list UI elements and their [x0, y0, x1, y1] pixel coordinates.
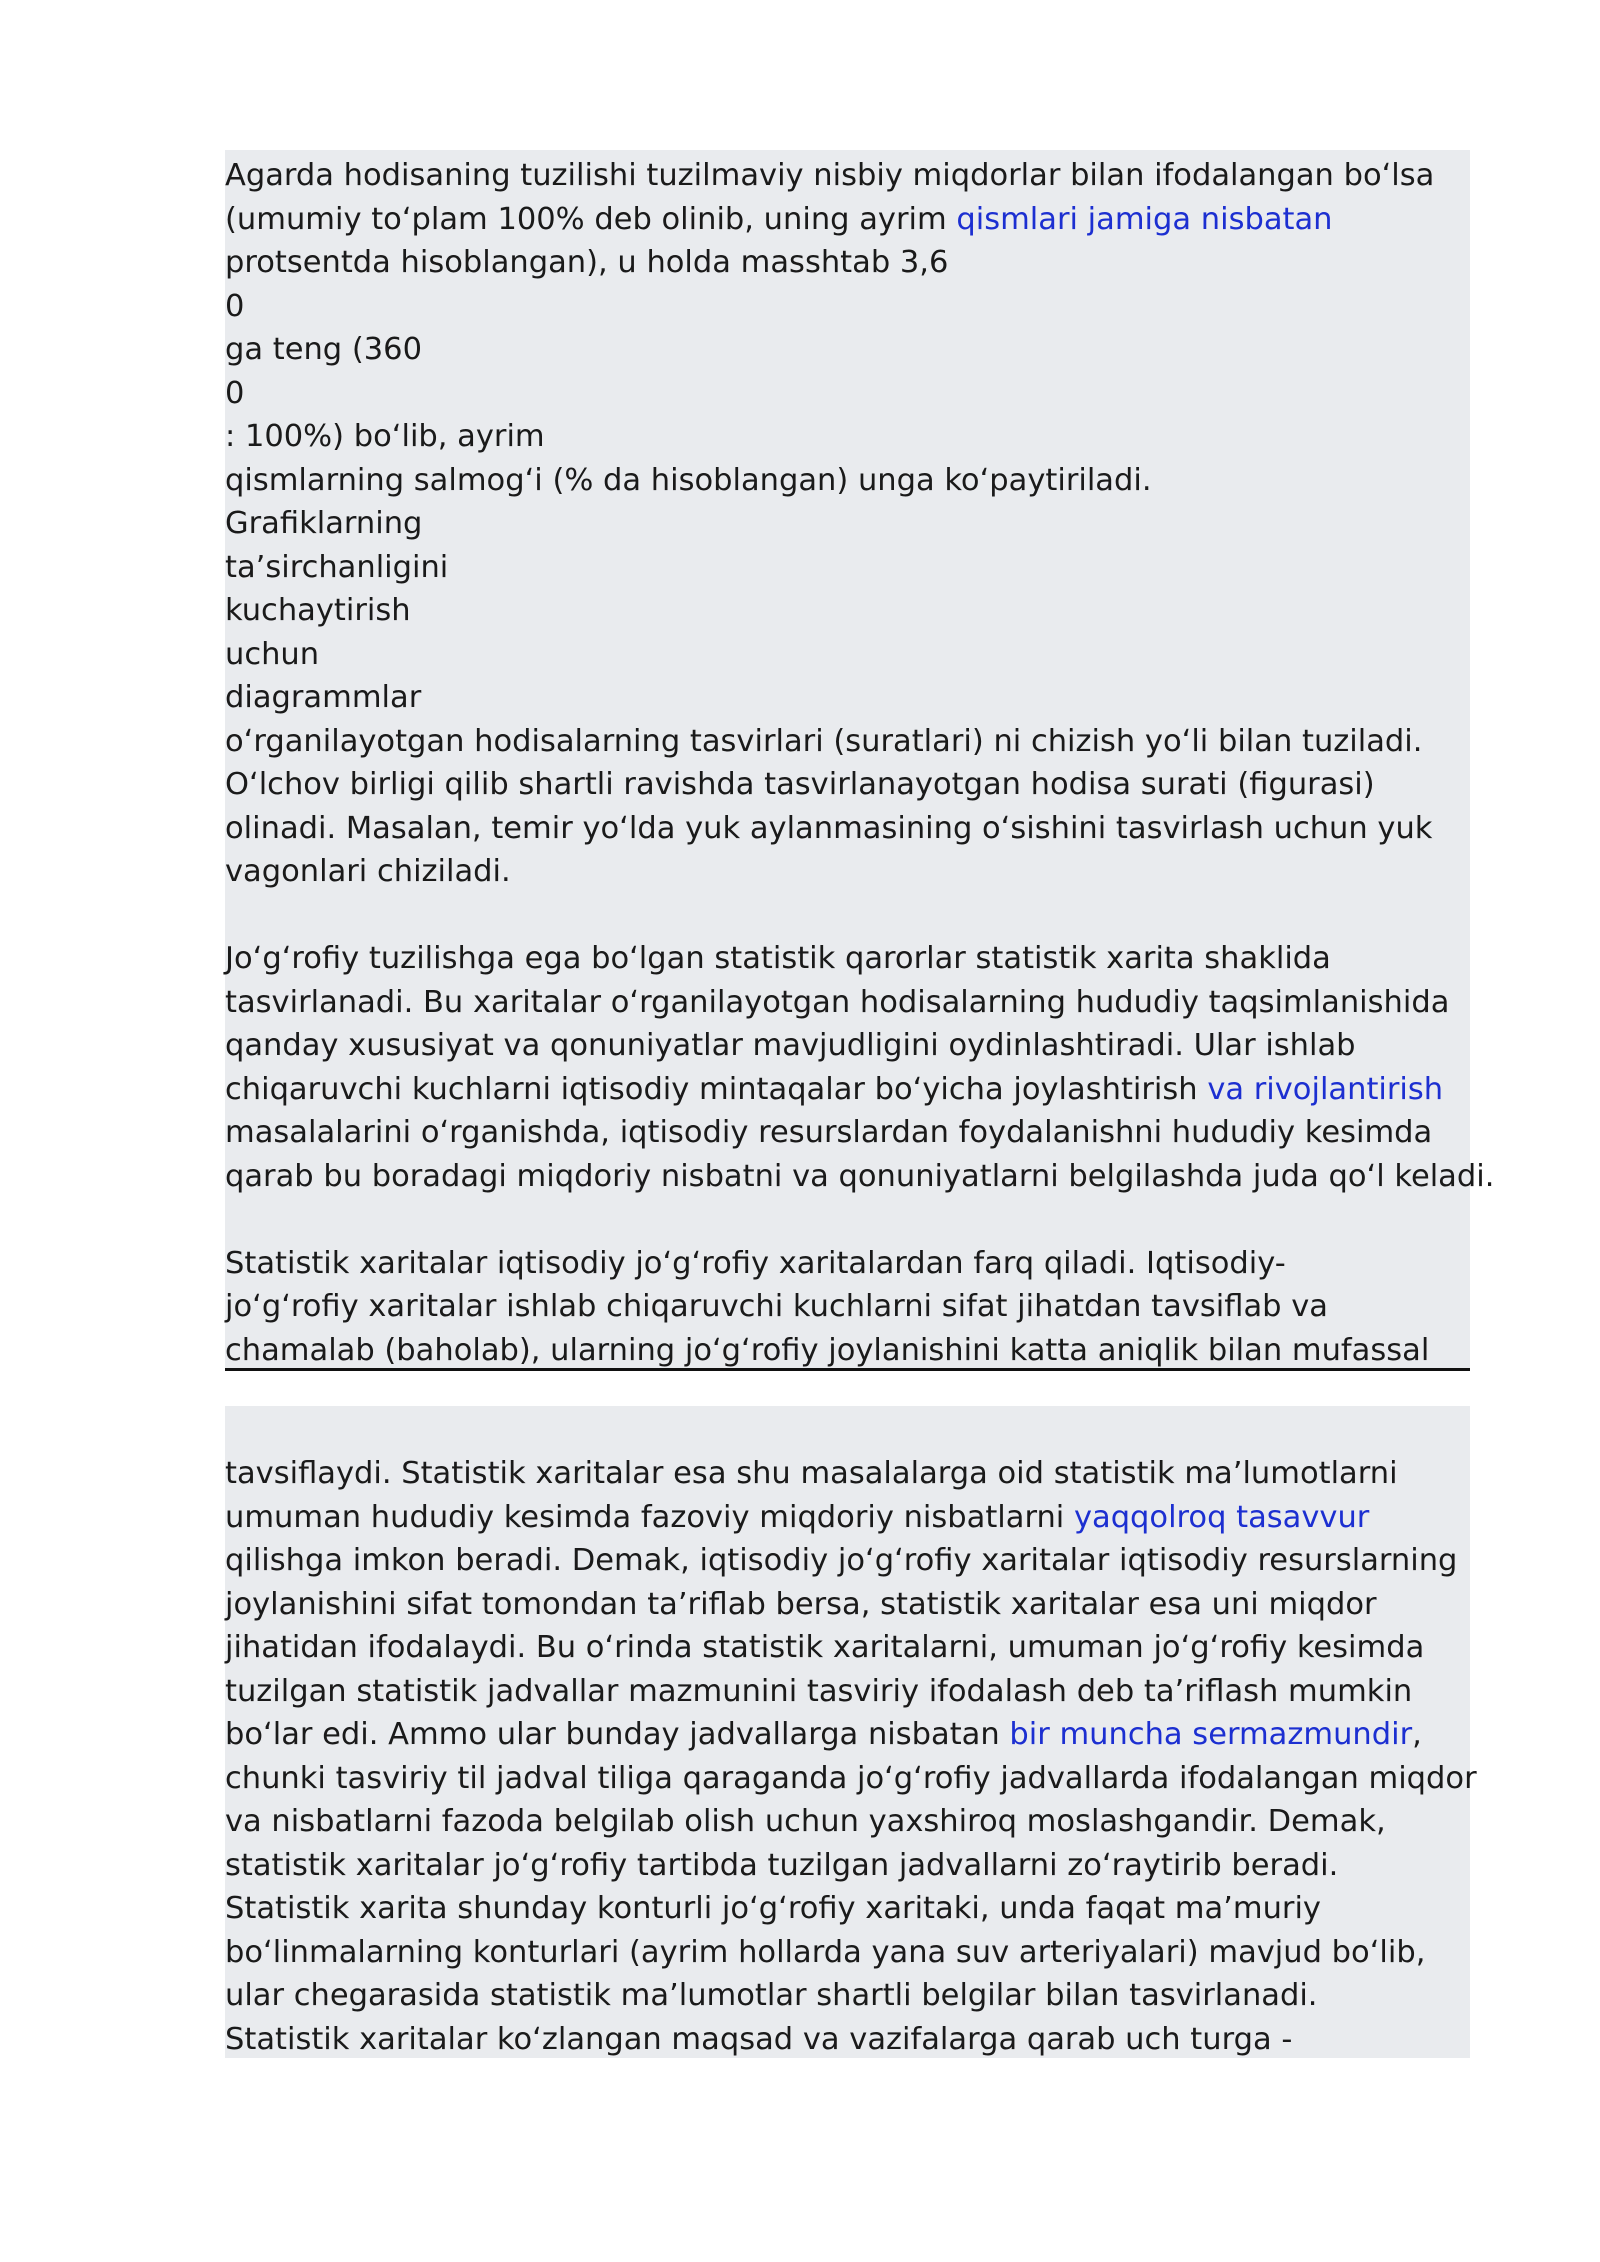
- text-link[interactable]: yaqqolroq tasavvur: [1073, 1499, 1370, 1535]
- text-line: : 100%) boʻlib, ayrim: [225, 419, 545, 454]
- text-line: masalalarini oʻrganishda, iqtisodiy resurslardan foydalanishni hududiy kesimda: [225, 1115, 1433, 1150]
- text-line: va nisbatlarni fazoda belgilab olish uchun yaxshiroq moslashgandir. Demak,: [225, 1804, 1386, 1839]
- page-divider: [225, 1368, 1470, 1371]
- text-line: Agarda hodisaning tuzilishi tuzilmaviy nisbiy miqdorlar bilan ifodalangan boʻlsa: [225, 158, 1435, 193]
- text-line: tavsiflaydi. Statistik xaritalar esa shu masalalarga oid statistik maʼlumotlarni: [225, 1456, 1398, 1491]
- text-block-1: [225, 150, 1495, 1371]
- text-line: kuchaytirish: [225, 593, 411, 628]
- text-block-2: [225, 1406, 1477, 2058]
- text-line: qanday xususiyat va qonuniyatlar mavjudligini oydinlashtiradi. Ular ishlab: [225, 1028, 1356, 1063]
- text-line: qarab bu boradagi miqdoriy nisbatni va qonuniyatlarni belgilashda juda qoʻl keladi.: [225, 1158, 1495, 1194]
- text-link[interactable]: qismlari jamiga nisbatan: [956, 201, 1333, 237]
- text-line: diagrammlar: [225, 680, 422, 715]
- text-line: chunki tasviriy til jadval tiliga qaraganda joʻgʻrofiy jadvallarda ifodalangan miqdor: [225, 1760, 1477, 1796]
- text-line: Statistik xaritalar iqtisodiy joʻgʻrofiy xaritalardan farq qiladi. Iqtisodiy-: [225, 1245, 1286, 1281]
- text-line: Statistik xarita shunday konturli joʻgʻrofiy xaritaki, unda faqat maʼmuriy: [225, 1891, 1321, 1926]
- text-line: chiqaruvchi kuchlarni iqtisodiy mintaqalar boʻyicha joylashtirish va rivojlantirish: [225, 1071, 1444, 1107]
- text-line: umuman hududiy kesimda fazoviy miqdoriy nisbatlarni yaqqolroq tasavvur: [225, 1499, 1370, 1535]
- text-line: tuzilgan statistik jadvallar mazmunini tasviriy ifodalash deb taʼriflash mumkin: [225, 1673, 1413, 1709]
- text-line: olinadi. Masalan, temir yoʻlda yuk aylanmasining oʻsishini tasvirlash uchun yuk: [225, 810, 1433, 846]
- text-line: tasvirlanadi. Bu xaritalar oʻrganilayotgan hodisalarning hududiy taqsimlanishida: [225, 984, 1450, 1020]
- text-line: qismlarning salmogʻi (% da hisoblangan) unga koʻpaytiriladi.: [225, 462, 1152, 498]
- text-line: statistik xaritalar joʻgʻrofiy tartibda tuzilgan jadvallarni zoʻraytirib beradi.: [225, 1847, 1339, 1883]
- text-line: boʻlinmalarning konturlari (ayrim hollarda yana suv arteriyalari) mavjud boʻlib,: [225, 1934, 1426, 1970]
- text-line: joʻgʻrofiy xaritalar ishlab chiqaruvchi kuchlarni sifat jihatdan tavsiflab va: [225, 1289, 1328, 1324]
- text-line: boʻlar edi. Ammo ular bunday jadvallarga nisbatan bir muncha sermazmundir,: [225, 1717, 1422, 1752]
- text-line: Statistik xaritalar koʻzlangan maqsad va vazifalarga qarab uch turga -: [225, 2021, 1293, 2057]
- text-link[interactable]: va rivojlantirish: [1207, 1071, 1444, 1107]
- text-line: 0: [225, 288, 245, 324]
- text-line: ga teng (360: [225, 332, 422, 367]
- text-line: jihatidan ifodalaydi. Bu oʻrinda statistik xaritalarni, umuman joʻgʻrofiy kesimda: [225, 1630, 1425, 1665]
- text-line: 0: [225, 375, 245, 411]
- text-line: uchun: [225, 636, 320, 672]
- text-line: protsentda hisoblangan), u holda masshtab 3,6: [225, 245, 949, 280]
- text-line: (umumiy toʻplam 100% deb olinib, uning ayrim qismlari jamiga nisbatan: [225, 201, 1333, 237]
- text-line: oʻrganilayotgan hodisalarning tasvirlari (suratlari) ni chizish yoʻli bilan tuziladi.: [225, 723, 1423, 759]
- paragraph-gap: [225, 894, 1470, 938]
- text-line: Oʻlchov birligi qilib shartli ravishda tasvirlanayotgan hodisa surati (figurasi): [225, 767, 1375, 802]
- text-line: taʼsirchanligini: [225, 549, 449, 585]
- text-line: Joʻgʻrofiy tuzilishga ega boʻlgan statistik qarorlar statistik xarita shaklida: [225, 941, 1331, 976]
- text-line: vagonlari chiziladi.: [225, 854, 511, 889]
- text-link[interactable]: bir muncha sermazmundir: [1009, 1717, 1413, 1752]
- text-line: qilishga imkon beradi. Demak, iqtisodiy joʻgʻrofiy xaritalar iqtisodiy resurslarning: [225, 1543, 1458, 1578]
- text-line: chamalab (baholab), ularning joʻgʻrofiy joylanishini katta aniqlik bilan mufassal: [225, 1332, 1430, 1368]
- text-line: ular chegarasida statistik maʼlumotlar shartli belgilar bilan tasvirlanadi.: [225, 1978, 1318, 2013]
- text-line: Grafiklarning: [225, 506, 423, 541]
- paragraph-gap: [225, 1198, 1470, 1242]
- text-line: joylanishini sifat tomondan taʼriflab bersa, statistik xaritalar esa uni miqdor: [225, 1586, 1377, 1622]
